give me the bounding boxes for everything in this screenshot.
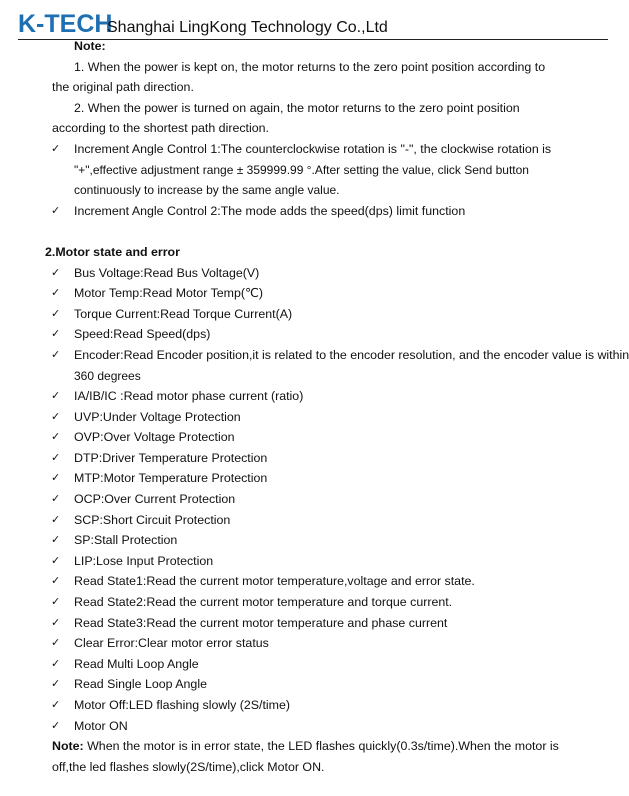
check-icon: ✓: [51, 328, 61, 341]
check-icon: ✓: [51, 575, 61, 588]
section-title: 2.Motor state and error: [45, 244, 180, 259]
list-item-text: Read Single Loop Angle: [74, 677, 207, 692]
check-icon: ✓: [51, 719, 61, 732]
final-note-line-2: off,the led flashes slowly(2S/time),click Motor ON.: [52, 759, 325, 774]
list-item: [0, 716, 629, 737]
list-item-text: IA/IB/IC :Read motor phase current (ratio): [74, 389, 304, 404]
list-item: [0, 530, 629, 551]
list-item: [0, 345, 629, 366]
list-item-text: Speed:Read Speed(dps): [74, 327, 211, 342]
check-icon: ✓: [51, 493, 61, 506]
list-item-text: Increment Angle Control 2:The mode adds the speed(dps) limit function: [74, 203, 466, 218]
list-item-text: Read State1:Read the current motor temperature,voltage and error state.: [74, 574, 475, 589]
company-name: Shanghai LingKong Technology Co.,Ltd: [107, 19, 388, 36]
list-item: [0, 571, 629, 592]
check-icon: ✓: [51, 307, 61, 320]
check-icon: ✓: [51, 596, 61, 609]
final-note-text: When the motor is in error state, the LED flashes quickly(0.3s/time).When the motor is: [83, 739, 559, 754]
list-item: [0, 263, 629, 284]
check-icon: ✓: [51, 657, 61, 670]
list-item-text: Read State2:Read the current motor temperature and torque current.: [74, 595, 453, 610]
list-item-text: Bus Voltage:Read Bus Voltage(V): [74, 265, 260, 280]
list-item: [0, 304, 629, 325]
list-item-text: DTP:Driver Temperature Protection: [74, 450, 268, 465]
check-icon: ✓: [51, 534, 61, 547]
note-paragraph-2-line-1: 2. When the power is turned on again, the motor returns to the zero point position: [74, 100, 520, 115]
list-item: [0, 448, 629, 469]
list-item-text: OCP:Over Current Protection: [74, 492, 236, 507]
list-item-text: UVP:Under Voltage Protection: [74, 409, 241, 424]
check-icon: ✓: [51, 678, 61, 691]
check-icon: ✓: [51, 554, 61, 567]
check-icon: ✓: [51, 472, 61, 485]
final-note-label: Note:: [52, 739, 84, 754]
list-item-increment-2: [0, 201, 629, 222]
note-paragraph-2-line-2: according to the shortest path direction.: [52, 121, 269, 136]
list-item: [0, 489, 629, 510]
list-item-continuation: continuously to increase by the same angle value.: [74, 183, 340, 198]
list-item-text: Encoder:Read Encoder position,it is related to the encoder resolution, and the encoder value is within: [74, 347, 629, 362]
note-paragraph-1-line-1: 1. When the power is kept on, the motor returns to the zero point position according to: [74, 59, 546, 74]
list-item: [0, 407, 629, 428]
list-item: [0, 551, 629, 572]
check-icon: ✓: [51, 204, 61, 217]
list-item: [0, 510, 629, 531]
list-item-increment-1: [0, 139, 629, 160]
list-item-text: SP:Stall Protection: [74, 533, 178, 548]
company-logo: K-TECH: [18, 10, 113, 38]
list-item-text: Motor ON: [74, 718, 128, 733]
list-item-text: MTP:Motor Temperature Protection: [74, 471, 268, 486]
list-item-text: Increment Angle Control 1:The counterclockwise rotation is "-", the clockwise rotation is: [74, 141, 552, 156]
list-item-text: Read State3:Read the current motor temperature and phase current: [74, 615, 448, 630]
list-item: [0, 695, 629, 716]
final-note-line-1: [0, 736, 629, 757]
list-item-text: Torque Current:Read Torque Current(A): [74, 306, 293, 321]
check-icon: ✓: [51, 699, 61, 711]
check-icon: ✓: [51, 287, 61, 300]
check-icon: ✓: [51, 431, 61, 444]
list-item: [0, 427, 629, 448]
list-item-text: OVP:Over Voltage Protection: [74, 430, 235, 445]
spacer: [0, 221, 629, 242]
list-item-text: Read Multi Loop Angle: [74, 656, 199, 671]
list-item: [0, 386, 629, 407]
check-icon: ✓: [51, 266, 61, 279]
note-paragraph-1-line-2: the original path direction.: [52, 80, 194, 95]
list-item: [0, 674, 629, 695]
list-item: [0, 654, 629, 675]
list-item: [0, 613, 629, 634]
check-icon: ✓: [51, 142, 61, 155]
list-item: [0, 283, 629, 304]
document-body: [0, 36, 629, 777]
list-item-text: SCP:Short Circuit Protection: [74, 512, 231, 527]
list-item-text: LIP:Lose Input Protection: [74, 553, 214, 568]
check-icon: ✓: [51, 348, 61, 361]
check-icon: ✓: [51, 616, 61, 629]
list-item: [0, 468, 629, 489]
list-item: [0, 324, 629, 345]
list-item: [0, 592, 629, 613]
list-item-text: Motor Off:LED flashing slowly (2S/time): [74, 698, 290, 712]
check-icon: ✓: [51, 637, 61, 650]
check-icon: ✓: [51, 513, 61, 526]
list-item-continuation: "+",effective adjustment range ± 359999.99 °.After setting the value, click Send button: [74, 162, 529, 177]
check-icon: ✓: [51, 451, 61, 464]
note-heading: Note:: [74, 39, 106, 53]
list-item-text: Motor Temp:Read Motor Temp(℃): [74, 286, 264, 301]
check-icon: ✓: [51, 390, 61, 403]
list-item-text: Clear Error:Clear motor error status: [74, 636, 269, 651]
list-item-continuation: 360 degrees: [74, 368, 141, 383]
check-icon: ✓: [51, 410, 61, 423]
list-item: [0, 633, 629, 654]
